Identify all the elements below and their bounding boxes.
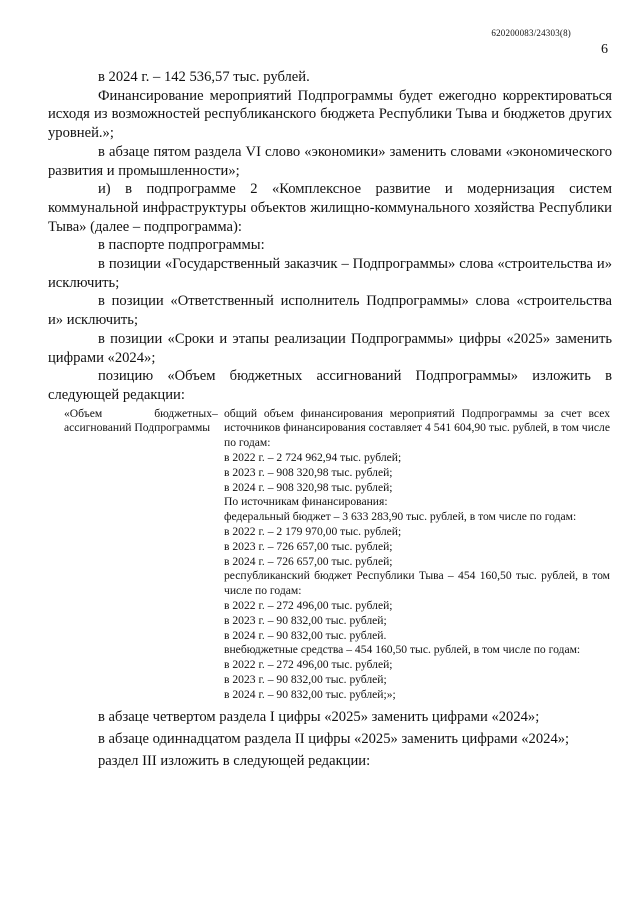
page-number: 6 bbox=[601, 42, 608, 57]
budget-line: в 2022 г. – 272 496,00 тыс. рублей; bbox=[224, 599, 393, 613]
budget-line: в 2023 г. – 90 832,00 тыс. рублей; bbox=[224, 613, 387, 627]
budget-line: в 2024 г. – 90 832,00 тыс. рублей;»; bbox=[224, 687, 396, 701]
paragraph: в паспорте подпрограммы: bbox=[98, 237, 265, 254]
paragraph: в абзаце четвертом раздела I цифры «2025» заменить цифрами «2024»; bbox=[98, 708, 540, 725]
closing-paragraphs bbox=[48, 706, 612, 772]
paragraph: в абзаце пятом раздела VI слово «экономики» заменить словами «экономического развития и промышленности»; bbox=[48, 143, 612, 179]
budget-line: в 2022 г. – 2 179 970,00 тыс. рублей; bbox=[224, 525, 402, 539]
budget-line: федеральный бюджет – 3 633 283,90 тыс. рублей, в том числе по годам: bbox=[224, 510, 577, 524]
paragraph: в позиции «Сроки и этапы реализации Подпрограммы» цифры «2025» заменить цифрами «2024»; bbox=[48, 330, 612, 366]
budget-line: в 2023 г. – 726 657,00 тыс. рублей; bbox=[224, 539, 393, 553]
budget-line: внебюджетные средства – 454 160,50 тыс. рублей, в том числе по годам: bbox=[224, 643, 581, 657]
budget-line: в 2024 г. – 726 657,00 тыс. рублей; bbox=[224, 554, 393, 568]
paragraph: в абзаце одиннадцатом раздела II цифры «2025» заменить цифрами «2024»; bbox=[98, 730, 570, 747]
budget-line: По источникам финансирования: bbox=[224, 495, 388, 509]
paragraph: Финансирование мероприятий Подпрограммы будет ежегодно корректироваться исходя из возможностей республиканского бюджета Республики Тыва и бюджетов других уровней.»; bbox=[48, 87, 612, 142]
paragraph: раздел III изложить в следующей редакции: bbox=[98, 752, 371, 769]
budget-table-label-cell bbox=[48, 407, 212, 703]
budget-line: республиканский бюджет Республики Тыва – 454 160,50 тыс. рублей, в том числе по годам: bbox=[224, 569, 610, 598]
budget-table bbox=[48, 407, 612, 703]
budget-table-value-cell bbox=[224, 407, 612, 703]
budget-table-dash: – bbox=[212, 406, 218, 420]
budget-line: в 2024 г. – 90 832,00 тыс. рублей. bbox=[224, 628, 387, 642]
budget-line: в 2022 г. – 272 496,00 тыс. рублей; bbox=[224, 658, 393, 672]
paragraph: в позиции «Государственный заказчик – Подпрограммы» слова «строительства и» исключить; bbox=[48, 256, 612, 291]
document-body bbox=[48, 68, 612, 772]
budget-line: в 2023 г. – 908 320,98 тыс. рублей; bbox=[224, 465, 393, 479]
document-id: 620200083/24303(8) bbox=[491, 28, 571, 38]
budget-line: в 2023 г. – 90 832,00 тыс. рублей; bbox=[224, 673, 387, 686]
paragraph: в 2024 г. – 142 536,57 тыс. рублей. bbox=[98, 69, 310, 85]
budget-line: общий объем финансирования мероприятий Подпрограммы за счет всех источников финансирования составляет 4 541 604,90 тыс. рублей, в том числе по годам: bbox=[224, 406, 610, 450]
budget-table-label: «Объем бюджетных ассигнований Подпрограммы bbox=[64, 406, 212, 435]
paragraph: позицию «Объем бюджетных ассигнований Подпрограммы» изложить в следующей редакции: bbox=[48, 368, 612, 403]
paragraph: в позиции «Ответственный исполнитель Подпрограммы» слова «строительства и» исключить; bbox=[48, 293, 612, 329]
budget-line: в 2022 г. – 2 724 962,94 тыс. рублей; bbox=[224, 451, 402, 465]
paragraph: и) в подпрограмме 2 «Комплексное развитие и модернизация систем коммунальной инфраструктуры объектов жилищно-коммунального хозяйства Республики Тыва» (далее – подпрограмма): bbox=[48, 181, 612, 235]
budget-line: в 2024 г. – 908 320,98 тыс. рублей; bbox=[224, 480, 393, 494]
